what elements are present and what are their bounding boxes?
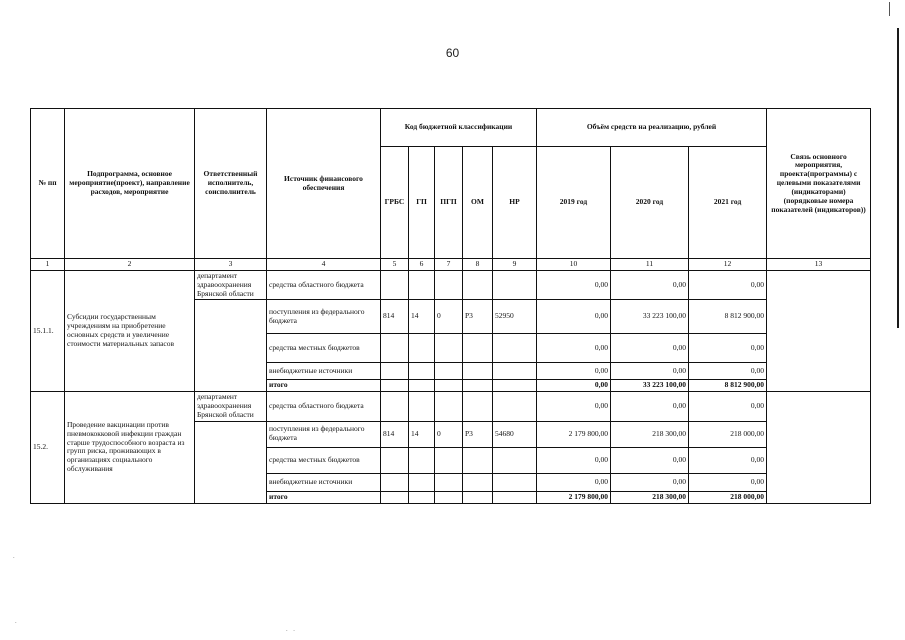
- cell-2021: 0,00: [689, 363, 767, 380]
- cell-2020: 0,00: [611, 392, 689, 422]
- cell-np: [493, 270, 537, 300]
- row-source: средства областного бюджета: [267, 392, 381, 422]
- header-2021: 2021 год: [689, 147, 767, 259]
- cell-grbs: 814: [381, 421, 409, 447]
- cell-gp: [409, 334, 435, 363]
- cell-np: [493, 380, 537, 392]
- page-number: 60: [445, 46, 460, 60]
- cell-om: [463, 363, 493, 380]
- cell-om: [463, 491, 493, 503]
- row-executor-continued: [195, 421, 267, 503]
- column-number: 3: [195, 259, 267, 271]
- cell-2019: 0,00: [537, 447, 611, 473]
- row-num: 15.2.: [31, 392, 65, 503]
- cell-gp: [409, 473, 435, 491]
- cell-om: [463, 334, 493, 363]
- row-source: средства местных бюджетов: [267, 447, 381, 473]
- cell-2021: 8 812 900,00: [689, 300, 767, 334]
- column-number: 9: [493, 259, 537, 271]
- cell-grbs: [381, 491, 409, 503]
- scan-edge-rule: [897, 28, 899, 328]
- header-num: № пп: [31, 109, 65, 259]
- cell-np: 54680: [493, 421, 537, 447]
- column-number: 4: [267, 259, 381, 271]
- header-executor: Ответственный исполнитель, соисполнитель: [195, 109, 267, 259]
- column-number: 7: [435, 259, 463, 271]
- column-number: 12: [689, 259, 767, 271]
- cell-np: [493, 473, 537, 491]
- cell-pgp: 0: [435, 300, 463, 334]
- cell-2021: 0,00: [689, 392, 767, 422]
- row-source: внебюджетные источники: [267, 473, 381, 491]
- header-gp: ГП: [409, 147, 435, 259]
- cell-2020: 0,00: [611, 447, 689, 473]
- cell-pgp: [435, 363, 463, 380]
- row-source: средства местных бюджетов: [267, 334, 381, 363]
- column-number: 10: [537, 259, 611, 271]
- row-activity-name: Субсидии государственным учреждениям на приобретение основных средств и увеличение стоимости материальных запасов: [65, 270, 195, 391]
- cell-link: [767, 270, 871, 391]
- cell-2021: 0,00: [689, 334, 767, 363]
- cell-2021: 218 000,00: [689, 421, 767, 447]
- cell-total-2021: 218 000,00: [689, 491, 767, 503]
- row-executor: департамент здравоохранения Брянской области: [195, 270, 267, 300]
- cell-pgp: [435, 491, 463, 503]
- cell-grbs: [381, 473, 409, 491]
- cell-np: 52950: [493, 300, 537, 334]
- cell-2019: 0,00: [537, 270, 611, 300]
- cell-gp: 14: [409, 300, 435, 334]
- cell-2021: 0,00: [689, 447, 767, 473]
- cell-pgp: [435, 447, 463, 473]
- cell-total-2020: 218 300,00: [611, 491, 689, 503]
- header-pgp: ПГП: [435, 147, 463, 259]
- row-source-total: итого: [267, 380, 381, 392]
- cell-2021: 0,00: [689, 270, 767, 300]
- cell-link: [767, 392, 871, 503]
- row-source: средства областного бюджета: [267, 270, 381, 300]
- cell-grbs: [381, 363, 409, 380]
- header-subprogram: Подпрограмма, основное мероприятие(проект), направление расходов, мероприятие: [65, 109, 195, 259]
- row-activity-name: Проведение вакцинации против пневмококковой инфекции граждан старше трудоспособного возраста из групп риска, проживающих в организациях социального обслуживания: [65, 392, 195, 503]
- column-number: 1: [31, 259, 65, 271]
- cell-om: [463, 447, 493, 473]
- scan-speck: .: [14, 618, 18, 625]
- column-number: 13: [767, 259, 871, 271]
- header-volume: Объём средств на реализацию, рублей: [537, 109, 767, 147]
- cell-2019: 0,00: [537, 392, 611, 422]
- cell-2020: 0,00: [611, 270, 689, 300]
- row-source-total: итого: [267, 491, 381, 503]
- cell-2020: 33 223 100,00: [611, 300, 689, 334]
- cell-gp: [409, 380, 435, 392]
- cell-np: [493, 392, 537, 422]
- cell-grbs: [381, 447, 409, 473]
- header-2020: 2020 год: [611, 147, 689, 259]
- cell-grbs: [381, 380, 409, 392]
- header-np: НР: [493, 147, 537, 259]
- cell-pgp: [435, 270, 463, 300]
- cell-2019: 0,00: [537, 473, 611, 491]
- column-number: 11: [611, 259, 689, 271]
- cell-grbs: 814: [381, 300, 409, 334]
- cell-np: [493, 334, 537, 363]
- row-source: поступления из федерального бюджета: [267, 421, 381, 447]
- cell-np: [493, 363, 537, 380]
- header-2019: 2019 год: [537, 147, 611, 259]
- cell-pgp: [435, 334, 463, 363]
- cell-om: [463, 392, 493, 422]
- row-source: поступления из федерального бюджета: [267, 300, 381, 334]
- cell-np: [493, 447, 537, 473]
- cell-grbs: [381, 392, 409, 422]
- cell-np: [493, 491, 537, 503]
- row-executor-continued: [195, 300, 267, 392]
- scan-edge-tick: [889, 2, 890, 16]
- cell-pgp: [435, 392, 463, 422]
- cell-total-2019: 0,00: [537, 380, 611, 392]
- cell-2019: 0,00: [537, 334, 611, 363]
- cell-total-2020: 33 223 100,00: [611, 380, 689, 392]
- cell-total-2021: 8 812 900,00: [689, 380, 767, 392]
- row-num: 15.1.1.: [31, 270, 65, 391]
- cell-pgp: [435, 473, 463, 491]
- cell-gp: 14: [409, 421, 435, 447]
- header-grbs: ГРБС: [381, 147, 409, 259]
- header-budget-code: Код бюджетной классификации: [381, 109, 537, 147]
- cell-gp: [409, 270, 435, 300]
- column-number: 8: [463, 259, 493, 271]
- cell-gp: [409, 363, 435, 380]
- cell-om: [463, 380, 493, 392]
- cell-2019: 0,00: [537, 300, 611, 334]
- cell-pgp: [435, 380, 463, 392]
- scan-speck: .: [12, 553, 16, 560]
- cell-gp: [409, 491, 435, 503]
- scan-speck: . .: [285, 626, 296, 633]
- column-number: 2: [65, 259, 195, 271]
- cell-om: [463, 270, 493, 300]
- header-source: Источник финансового обеспечения: [267, 109, 381, 259]
- cell-gp: [409, 392, 435, 422]
- cell-total-2019: 2 179 800,00: [537, 491, 611, 503]
- cell-2020: 0,00: [611, 473, 689, 491]
- cell-2020: 218 300,00: [611, 421, 689, 447]
- cell-om: P3: [463, 421, 493, 447]
- cell-gp: [409, 447, 435, 473]
- cell-2020: 0,00: [611, 363, 689, 380]
- column-number: 5: [381, 259, 409, 271]
- column-number: 6: [409, 259, 435, 271]
- cell-2021: 0,00: [689, 473, 767, 491]
- row-source: внебюджетные источники: [267, 363, 381, 380]
- row-executor: департамент здравоохранения Брянской области: [195, 392, 267, 422]
- cell-2019: 0,00: [537, 363, 611, 380]
- cell-pgp: 0: [435, 421, 463, 447]
- budget-table: [30, 108, 871, 504]
- cell-2019: 2 179 800,00: [537, 421, 611, 447]
- header-om: ОМ: [463, 147, 493, 259]
- cell-grbs: [381, 334, 409, 363]
- header-link: Связь основного мероприятия, проекта(программы) с целевыми показателями (индикаторами) (порядковые номера показателей (индикаторов)): [767, 109, 871, 259]
- cell-grbs: [381, 270, 409, 300]
- cell-om: P3: [463, 300, 493, 334]
- cell-om: [463, 473, 493, 491]
- cell-2020: 0,00: [611, 334, 689, 363]
